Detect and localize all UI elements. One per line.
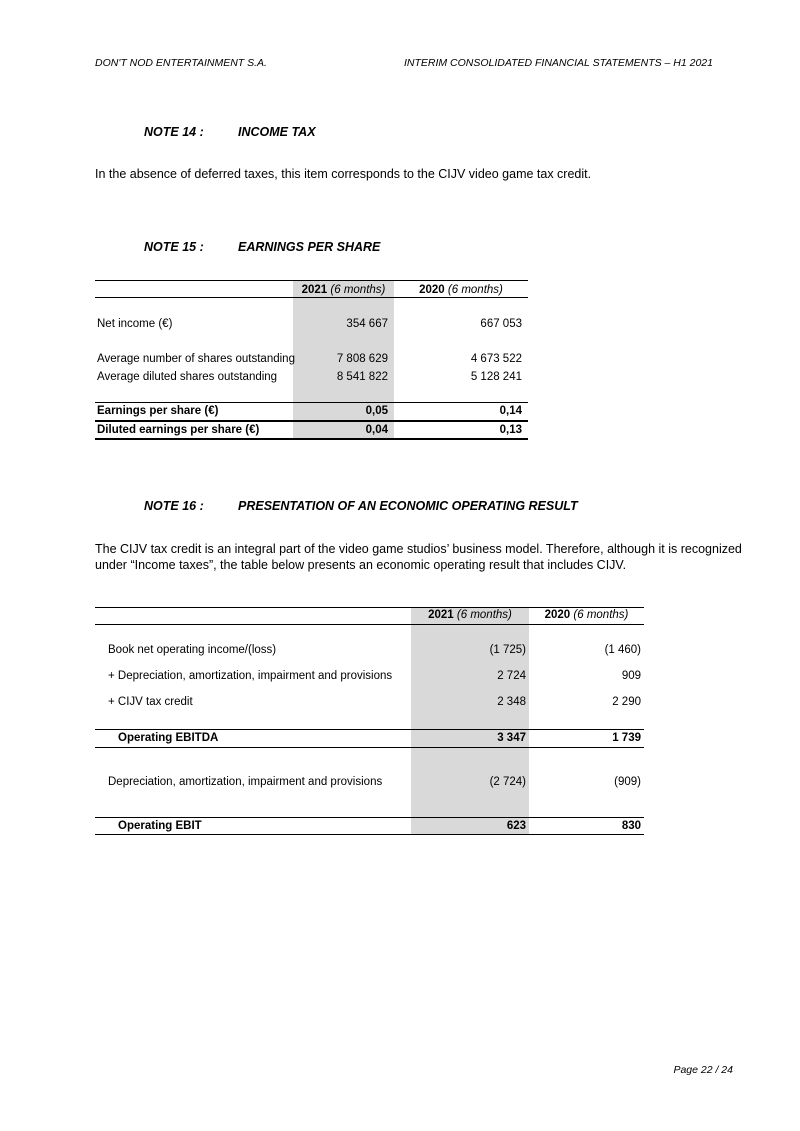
note14-number: NOTE 14 : — [144, 125, 204, 139]
note16-title: PRESENTATION OF AN ECONOMIC OPERATING RESULT — [238, 499, 578, 513]
ebit-row-2021: (1 725) — [489, 644, 526, 656]
ebit-col-2020: 2020 (6 months) — [544, 609, 629, 621]
eps-row-label: Average number of shares outstanding — [97, 353, 295, 365]
eps-row-2020: 667 053 — [480, 318, 522, 330]
eps-total-rule — [95, 402, 528, 403]
page-number: Page 22 / 24 — [673, 1064, 733, 1076]
ebit-row-2021: 2 348 — [497, 696, 526, 708]
ebit-row-2020: 2 290 — [612, 696, 641, 708]
eps-row-2021: 0,05 — [365, 405, 388, 417]
ebit-row-2020: 830 — [621, 820, 641, 832]
ebitda-bottom-rule — [95, 747, 644, 748]
ebit-rule — [95, 817, 644, 818]
eps-row-label: Diluted earnings per share (€) — [97, 424, 260, 436]
note15-title: EARNINGS PER SHARE — [238, 240, 381, 254]
note15-number: NOTE 15 : — [144, 240, 204, 254]
eps-row-2021: 7 808 629 — [336, 353, 388, 365]
eps-col-2020: 2020 (6 months) — [419, 284, 503, 296]
eps-row-2020: 0,13 — [499, 424, 522, 436]
ebit-2021-column-shade — [411, 608, 529, 834]
eps-bottom-rule — [95, 438, 528, 440]
ebit-bottom-rule — [95, 834, 644, 835]
eps-header-rule — [95, 297, 528, 298]
ebit-row-2021: (2 724) — [489, 776, 526, 788]
header-company: DON'T NOD ENTERTAINMENT S.A. — [95, 57, 267, 69]
eps-row-label: Earnings per share (€) — [97, 405, 219, 417]
eps-row-2021: 0,04 — [365, 424, 388, 436]
header-title: INTERIM CONSOLIDATED FINANCIAL STATEMENTS – H1 2021 — [403, 57, 713, 69]
ebit-row-2021: 2 724 — [497, 670, 526, 682]
ebit-header-rule — [95, 624, 644, 625]
eps-row-label: Average diluted shares outstanding — [97, 371, 278, 383]
eps-row-2020: 4 673 522 — [470, 353, 522, 365]
ebit-row-label: + CIJV tax credit — [108, 696, 193, 708]
ebit-row-2020: 1 739 — [612, 732, 641, 744]
eps-top-rule — [95, 280, 528, 281]
ebit-row-label: + Depreciation, amortization, impairment and provisions — [108, 670, 393, 682]
eps-row-2021: 354 667 — [346, 318, 388, 330]
ebit-row-label: Depreciation, amortization, impairment and provisions — [108, 776, 383, 788]
ebitda-rule — [95, 729, 644, 730]
ebit-row-2021: 3 347 — [497, 732, 526, 744]
note14-text: In the absence of deferred taxes, this item corresponds to the CIJV video game tax credit. — [95, 167, 592, 181]
note14-title: INCOME TAX — [238, 125, 316, 139]
note16-text-line2: under “Income taxes”, the table below presents an economic operating result that includes CIJV. — [95, 558, 627, 572]
ebit-row-2021: 623 — [506, 820, 526, 832]
eps-row-2021: 8 541 822 — [336, 371, 388, 383]
ebit-col-2021: 2021 (6 months) — [428, 609, 512, 621]
ebit-row-2020: (909) — [614, 776, 641, 788]
eps-mid-rule — [95, 420, 528, 422]
eps-row-2020: 0,14 — [499, 405, 522, 417]
ebit-row-label: Operating EBIT — [118, 820, 202, 832]
eps-row-label: Net income (€) — [97, 318, 173, 330]
note16-number: NOTE 16 : — [144, 499, 204, 513]
ebit-row-label: Book net operating income/(loss) — [108, 644, 277, 656]
eps-row-2020: 5 128 241 — [470, 371, 522, 383]
eps-col-2021: 2021 (6 months) — [301, 284, 386, 296]
note16-text-line1: The CIJV tax credit is an integral part of the video game studios’ business model. Therefore, although it is recognized — [95, 542, 742, 556]
ebit-row-label: Operating EBITDA — [118, 732, 219, 744]
ebit-top-rule — [95, 607, 644, 608]
ebit-row-2020: (1 460) — [604, 644, 641, 656]
ebit-row-2020: 909 — [621, 670, 641, 682]
